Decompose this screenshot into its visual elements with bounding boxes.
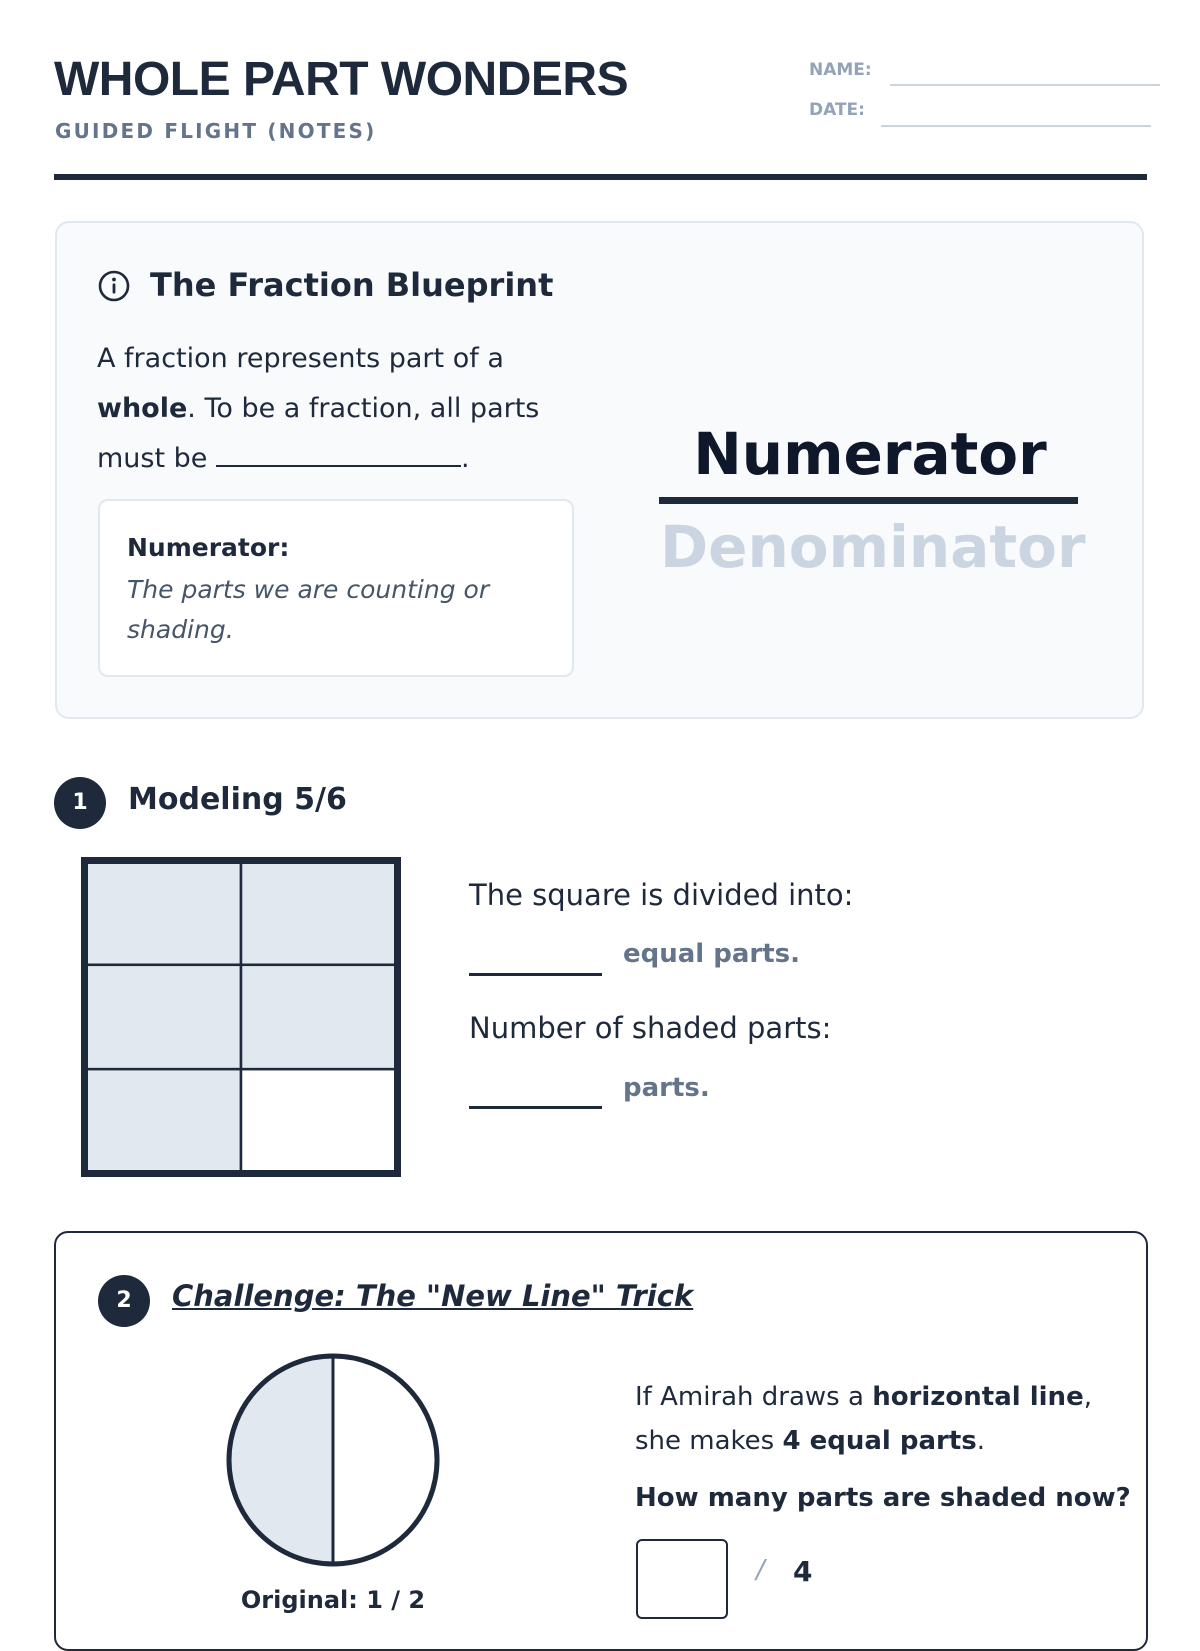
section-title: Modeling 5/6 xyxy=(128,782,347,817)
grid-cell xyxy=(85,861,242,965)
answer-blank-parts[interactable] xyxy=(469,973,602,976)
fraction-denominator: 4 xyxy=(793,1555,813,1588)
grid-cell xyxy=(241,1069,398,1173)
section-badge: 1 xyxy=(54,777,106,829)
header-divider xyxy=(54,174,1147,180)
challenge-text: If Amirah draws a horizontal line, she makes 4 equal parts. xyxy=(635,1382,1092,1456)
grid-cell xyxy=(241,861,398,965)
unit-parts: parts. xyxy=(623,1073,710,1103)
challenge-title: Challenge: The "New Line" Trick xyxy=(172,1279,694,1313)
grid-cell xyxy=(85,1069,242,1173)
fraction-slash: / xyxy=(756,1555,765,1585)
worksheet-title: WHOLE PART WONDERS xyxy=(54,53,629,106)
question-divided: The square is divided into: xyxy=(469,878,854,912)
question-shaded: Number of shaded parts: xyxy=(469,1011,832,1045)
blueprint-title: The Fraction Blueprint xyxy=(150,266,554,304)
name-field[interactable] xyxy=(890,84,1160,86)
answer-box[interactable] xyxy=(636,1539,728,1619)
grid-cell xyxy=(85,965,242,1069)
unit-equal-parts: equal parts. xyxy=(623,939,801,969)
definition-label: Numerator: xyxy=(127,533,290,562)
name-label: NAME: xyxy=(809,60,872,80)
answer-blank-shaded[interactable] xyxy=(469,1106,602,1109)
definition-text: The parts we are counting or shading. xyxy=(127,575,490,644)
worksheet-subtitle: GUIDED FLIGHT (NOTES) xyxy=(55,119,377,143)
blueprint-text: A fraction represents part of a whole. To be a fraction, all parts must be . xyxy=(97,343,540,474)
challenge-question: How many parts are shaded now? xyxy=(635,1483,1131,1513)
original-caption: Original: 1 / 2 xyxy=(240,1586,426,1614)
fraction-grid xyxy=(81,857,401,1177)
fraction-denominator-label: Denominator xyxy=(660,513,1086,581)
half-circle-model xyxy=(225,1352,441,1568)
date-label: DATE: xyxy=(809,100,865,120)
section-badge: 2 xyxy=(98,1275,150,1327)
equal-blank[interactable] xyxy=(216,437,461,467)
fraction-bar xyxy=(659,497,1078,504)
grid-cell xyxy=(241,965,398,1069)
fraction-numerator-label: Numerator xyxy=(693,420,1047,488)
info-icon xyxy=(98,270,130,302)
date-field[interactable] xyxy=(881,125,1151,127)
